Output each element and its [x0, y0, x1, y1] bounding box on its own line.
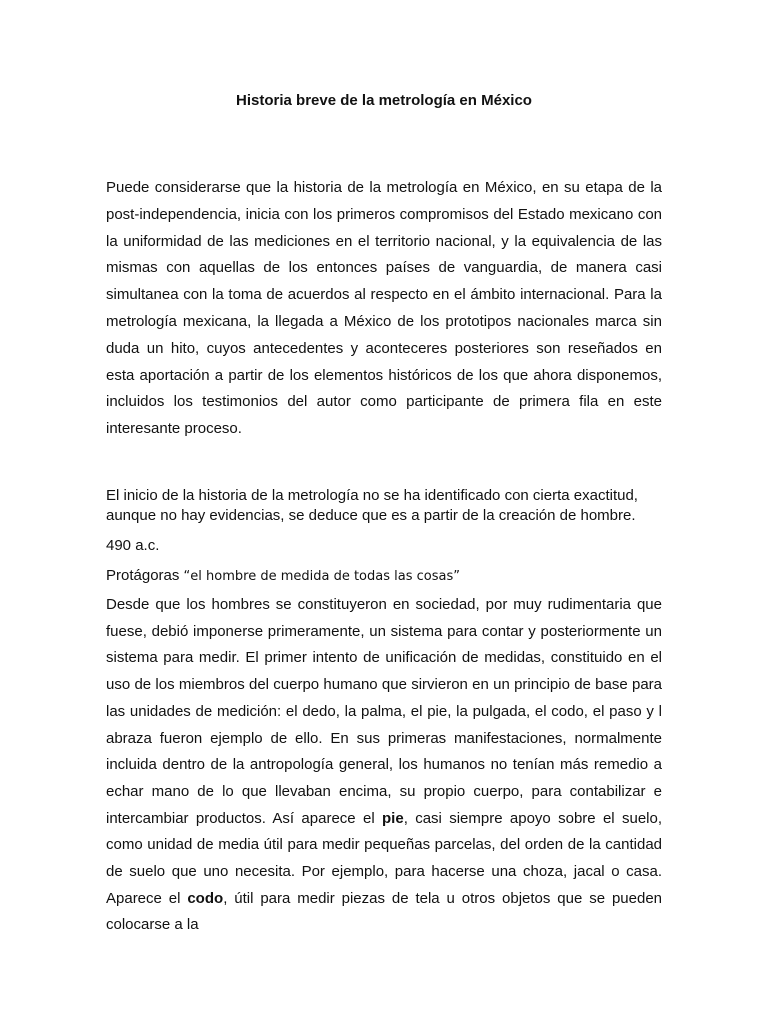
paragraph-medidas-part3: , útil para medir piezas de tela u otros objetos que se pueden colocarse a la [106, 889, 662, 934]
paragraph-inicio [106, 486, 662, 526]
paragraph-intro: Puede considerarse que la historia de la metrología en México, en su etapa de la post-independencia, inicia con los primeros compromisos del Estado mexicano con la uniformidad de las mediciones en el territorio nacional, y la equivalencia de las mismas con aquellas de los entonces países de vanguardia, de manera casi simultanea con la toma de acuerdos al respecto en el ámbito internacional. Para la metrología mexicana, la llegada a México de los prototipos nacionales marca sin duda un hito, cuyos antecedentes y aconteceres posteriores son reseñados en esta aportación a partir de los elementos históricos de los que ahora disponemos, incluidos los testimonios del autor como participante de primera fila en este interesante proceso. [106, 179, 662, 438]
paragraph-medidas [106, 592, 662, 939]
term-codo: codo [187, 889, 224, 907]
quote-text: “el hombre de medida de todas las cosas” [183, 569, 460, 584]
document-title: Historia breve de la metrología en México [236, 92, 532, 109]
paragraph-medidas-part2: , casi siempre apoyo sobre el suelo, como unidad de media útil para medir pequeñas parcelas, del orden de la cantidad de suelo que uno necesita. Por ejemplo, para hacerse una choza, jacal o casa. Aparece el [106, 809, 662, 907]
paragraph-inicio-line1: El inicio de la historia de la metrología no se ha identificado con cierta exactitud, [106, 487, 638, 504]
term-pie: pie [382, 809, 404, 827]
quote-author: Protágoras [106, 567, 180, 584]
date-line: 490 a.c. [106, 537, 160, 554]
paragraph-medidas-part1: Desde que los hombres se constituyeron en sociedad, por muy rudimentaria que fuese, debió imponerse primeramente, un sistema para contar y posteriormente un sistema para medir. El primer intento de unificación de medidas, constituido en el uso de los miembros del cuerpo humano que sirvieron en un principio de base para las unidades de medición: el dedo, la palma, el pie, la pulgada, el codo, el paso y l abraza fueron ejemplo de ello. En sus primeras manifestaciones, normalmente incluida dentro de la antropología general, los humanos no tenían más remedio a echar mano de lo que llevaban encima, su propio cuerpo, para contabilizar e intercambiar productos. Así aparece el [106, 596, 662, 827]
quote-line [106, 567, 460, 586]
paragraph-inicio-line2: aunque no hay evidencias, se deduce que es a partir de la creación de hombre. [106, 507, 636, 524]
